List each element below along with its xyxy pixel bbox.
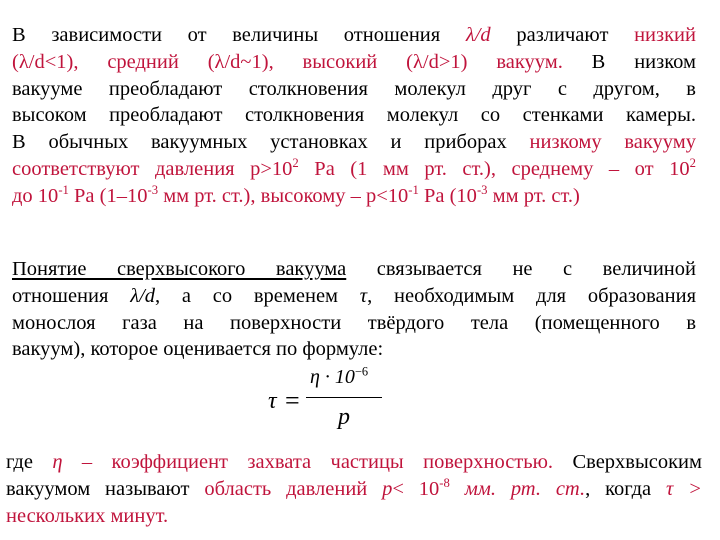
text-run: -1 [58,182,69,197]
fraction-bar [306,397,382,398]
text-run: различают [490,24,635,46]
text-line [12,102,696,129]
text-run: -3 [476,182,488,197]
paragraph-ultrahigh-vacuum-definition [6,449,702,529]
text-run: (λ/d<1), средний (λ/d~1), высокий (λ/d>1) вакуум. [12,50,563,73]
text-run: высоком преобладают столкновения молекул со стенками камеры. [12,104,696,127]
text-run: монослоя газа на поверхности твёрдого тела (помещенного в [12,311,696,334]
text-run: Сверхвысоким [553,451,702,473]
text-run: τ [359,284,368,307]
text-run: вакуум), которое оценивается по формуле: [12,338,384,361]
text-line [12,129,696,156]
text-line [12,76,696,103]
text-run: мм. рт. ст. [449,477,586,500]
text-line [6,503,702,530]
text-run: низкому вакууму [529,131,696,154]
text-line [12,49,696,76]
text-line [6,476,702,503]
text-line [12,310,696,337]
formula-denominator: p [338,404,350,430]
text-line [12,336,696,363]
text-run: мм рт. ст.) [487,184,580,207]
text-run: – коэффициент захвата частицы поверхностью. [62,451,554,473]
text-run: -8 [439,475,450,490]
text-run: p [382,477,393,500]
text-run: -3 [147,182,159,197]
text-run: -1 [408,182,419,197]
text-run: 2 [689,156,696,171]
text-run: , когда [585,477,666,500]
text-run: В низком [562,50,696,73]
text-run: соответствуют давления p>10 [12,157,293,180]
text-run: Pa (1 мм рт. ст.), среднему – от 10 [298,157,690,180]
text-run: , необходимым для образования [367,284,696,307]
text-run: Pa (10 [418,184,477,207]
text-run: В зависимости от величины отношения [12,24,466,46]
text-run: λ/d [130,284,156,307]
text-run: η [52,451,63,473]
text-run: 2 [292,156,299,171]
formula-numerator [310,366,368,389]
text-run: τ > [666,477,703,500]
text-run: , а со временем [155,284,360,307]
text-run: вакуумом называют [6,477,205,500]
text-line [12,283,696,310]
text-run: область давлений [204,477,383,500]
text-line [12,156,696,183]
text-run: В обычных вакуумных установках и приборах [12,131,530,154]
paragraph-vacuum-classification [12,22,696,210]
text-line [12,22,696,49]
formula-equals: = [285,386,300,415]
text-run: < 10 [392,477,440,500]
text-run: отношения [12,284,131,307]
text-run: λ/d [465,24,491,46]
text-run: низкий [634,24,697,46]
text-line [6,449,702,476]
formula-tau: τ [268,388,277,414]
formula-numerator-base: η · 10 [310,366,355,388]
text-run: связывается не с величиной [346,258,696,280]
text-run: мм рт. ст.), высокому – p<10 [158,184,409,207]
formula-monolayer-time [268,366,388,432]
text-line [12,183,696,210]
text-run: где [6,451,53,473]
formula-exponent: −6 [354,364,369,379]
text-run: Понятие сверхвысокого вакуума [12,258,347,280]
text-run: вакууме преобладают столкновения молекул друг с другом, в [12,77,696,100]
text-line [12,256,696,283]
text-run: Pa (1–10 [68,184,148,207]
text-run: до 10 [12,184,59,207]
text-run: нескольких минут. [6,504,169,527]
paragraph-ultrahigh-vacuum-concept [12,256,696,363]
